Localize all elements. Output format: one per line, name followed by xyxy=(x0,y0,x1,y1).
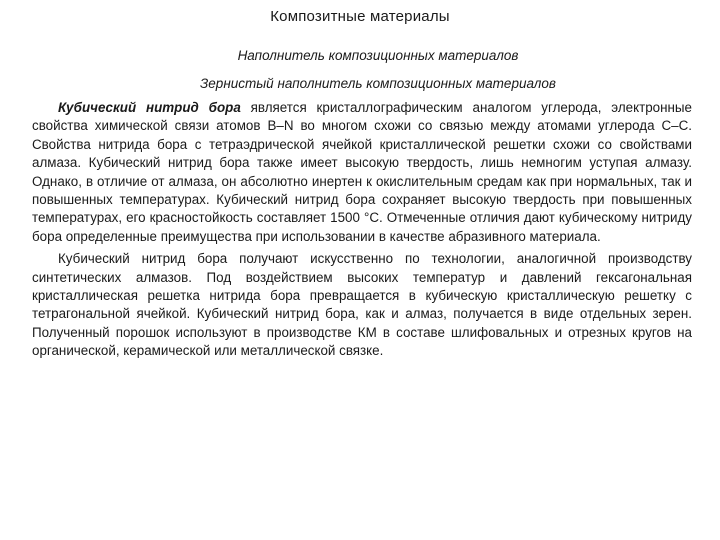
section-heading: Наполнитель композиционных материалов xyxy=(237,48,519,63)
paragraph-1-text: является кристаллографическим аналогом углерода, электронные свойства химической связи атомов B–N во многом схожи со связью между атомами углерода С–С. Свойства нитрида бора с тетраэдрической ячейкой кристаллической решетки схожи со свойствами алмаза. Кубический нитрид бора также имеет высокую твердость, лишь немногим уступая алмазу. Однако, в отличие от алмаза, он абсолютно инертен к окислительным средам как при нормальных, так и повышенных температурах. Кубический нитрид бора сохраняет высокую твердость при повышенных температурах, его красностойкость составляет 1500 °С. Отмеченные отличия дают кубическому нитриду бора определенные преимущества при использовании в качестве абразивного материала. xyxy=(32,100,692,244)
page-title: Композитные материалы xyxy=(270,8,450,25)
body-text xyxy=(32,99,692,361)
subsection-heading: Зернистый наполнитель композиционных материалов xyxy=(200,76,556,91)
paragraph-2: Кубический нитрид бора получают искусственно по технологии, аналогичной производству синтетических алмазов. Под воздействием высоких температур и давлений гексагональная кристаллическая решетка нитрида бора превращается в кубическую кристаллическую решетку с тетрагональной ячейкой. Кубический нитрид бора, как и алмаз, получается в виде отдельных зерен. Полученный порошок используют в производстве КМ в составе шлифовальных и отрезных кругов на органической, керамической или металлической связке. xyxy=(32,251,692,359)
paragraph-1 xyxy=(32,99,692,246)
paragraph-1-term: Кубический нитрид бора xyxy=(58,100,241,115)
